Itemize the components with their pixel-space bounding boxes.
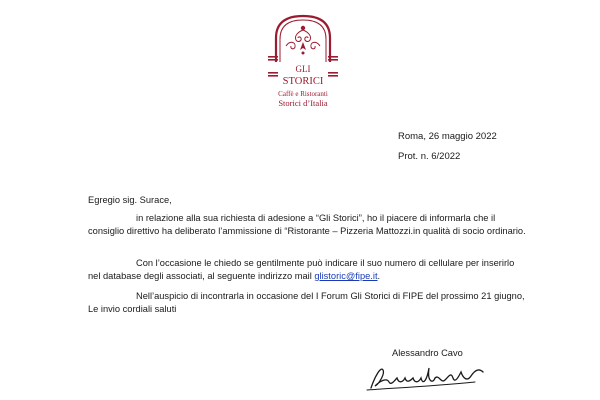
paragraph-contact-request xyxy=(88,257,528,283)
logo-brand-line2: STORICI xyxy=(282,76,324,87)
logo-tagline-line2: Storici d’Italia xyxy=(278,98,328,108)
logo-brand-line1: GLI xyxy=(295,64,311,74)
email-link[interactable]: glistoric@fipe.it xyxy=(314,271,378,281)
paragraph-admission: in relazione alla sua richiesta di adesione a “Gli Storici”, ho il piacere di informarla che il consiglio direttivo ha deliberato l’ammissione di “Ristorante – Pizzeria Mattozzi.in qualità di socio ordinario. xyxy=(88,213,526,236)
logo-emblem xyxy=(262,12,344,112)
paragraph-contact-end: . xyxy=(377,271,381,281)
logo-tagline-line1: Caffè e Ristoranti xyxy=(278,90,328,98)
handwritten-signature xyxy=(365,358,500,394)
paragraph-contact-text: Con l’occasione le chiedo se gentilmente può indicare il suo numero di cellulare per inserirlo nel database degli associati, al seguente indirizzo mail xyxy=(88,258,515,281)
paragraph-closing: Nell’auspicio di incontrarla in occasione del I Forum Gli Storici di FIPE del prossimo 21 giugno, Le invio cordiali saluti xyxy=(88,291,525,314)
letter-date: Roma, 26 maggio 2022 xyxy=(398,131,497,142)
salutation: Egregio sig. Surace, xyxy=(88,195,172,205)
protocol-number: Prot. n. 6/2022 xyxy=(398,151,461,162)
signatory-name: Alessandro Cavo xyxy=(392,348,463,358)
gli-storici-logo xyxy=(262,12,344,112)
